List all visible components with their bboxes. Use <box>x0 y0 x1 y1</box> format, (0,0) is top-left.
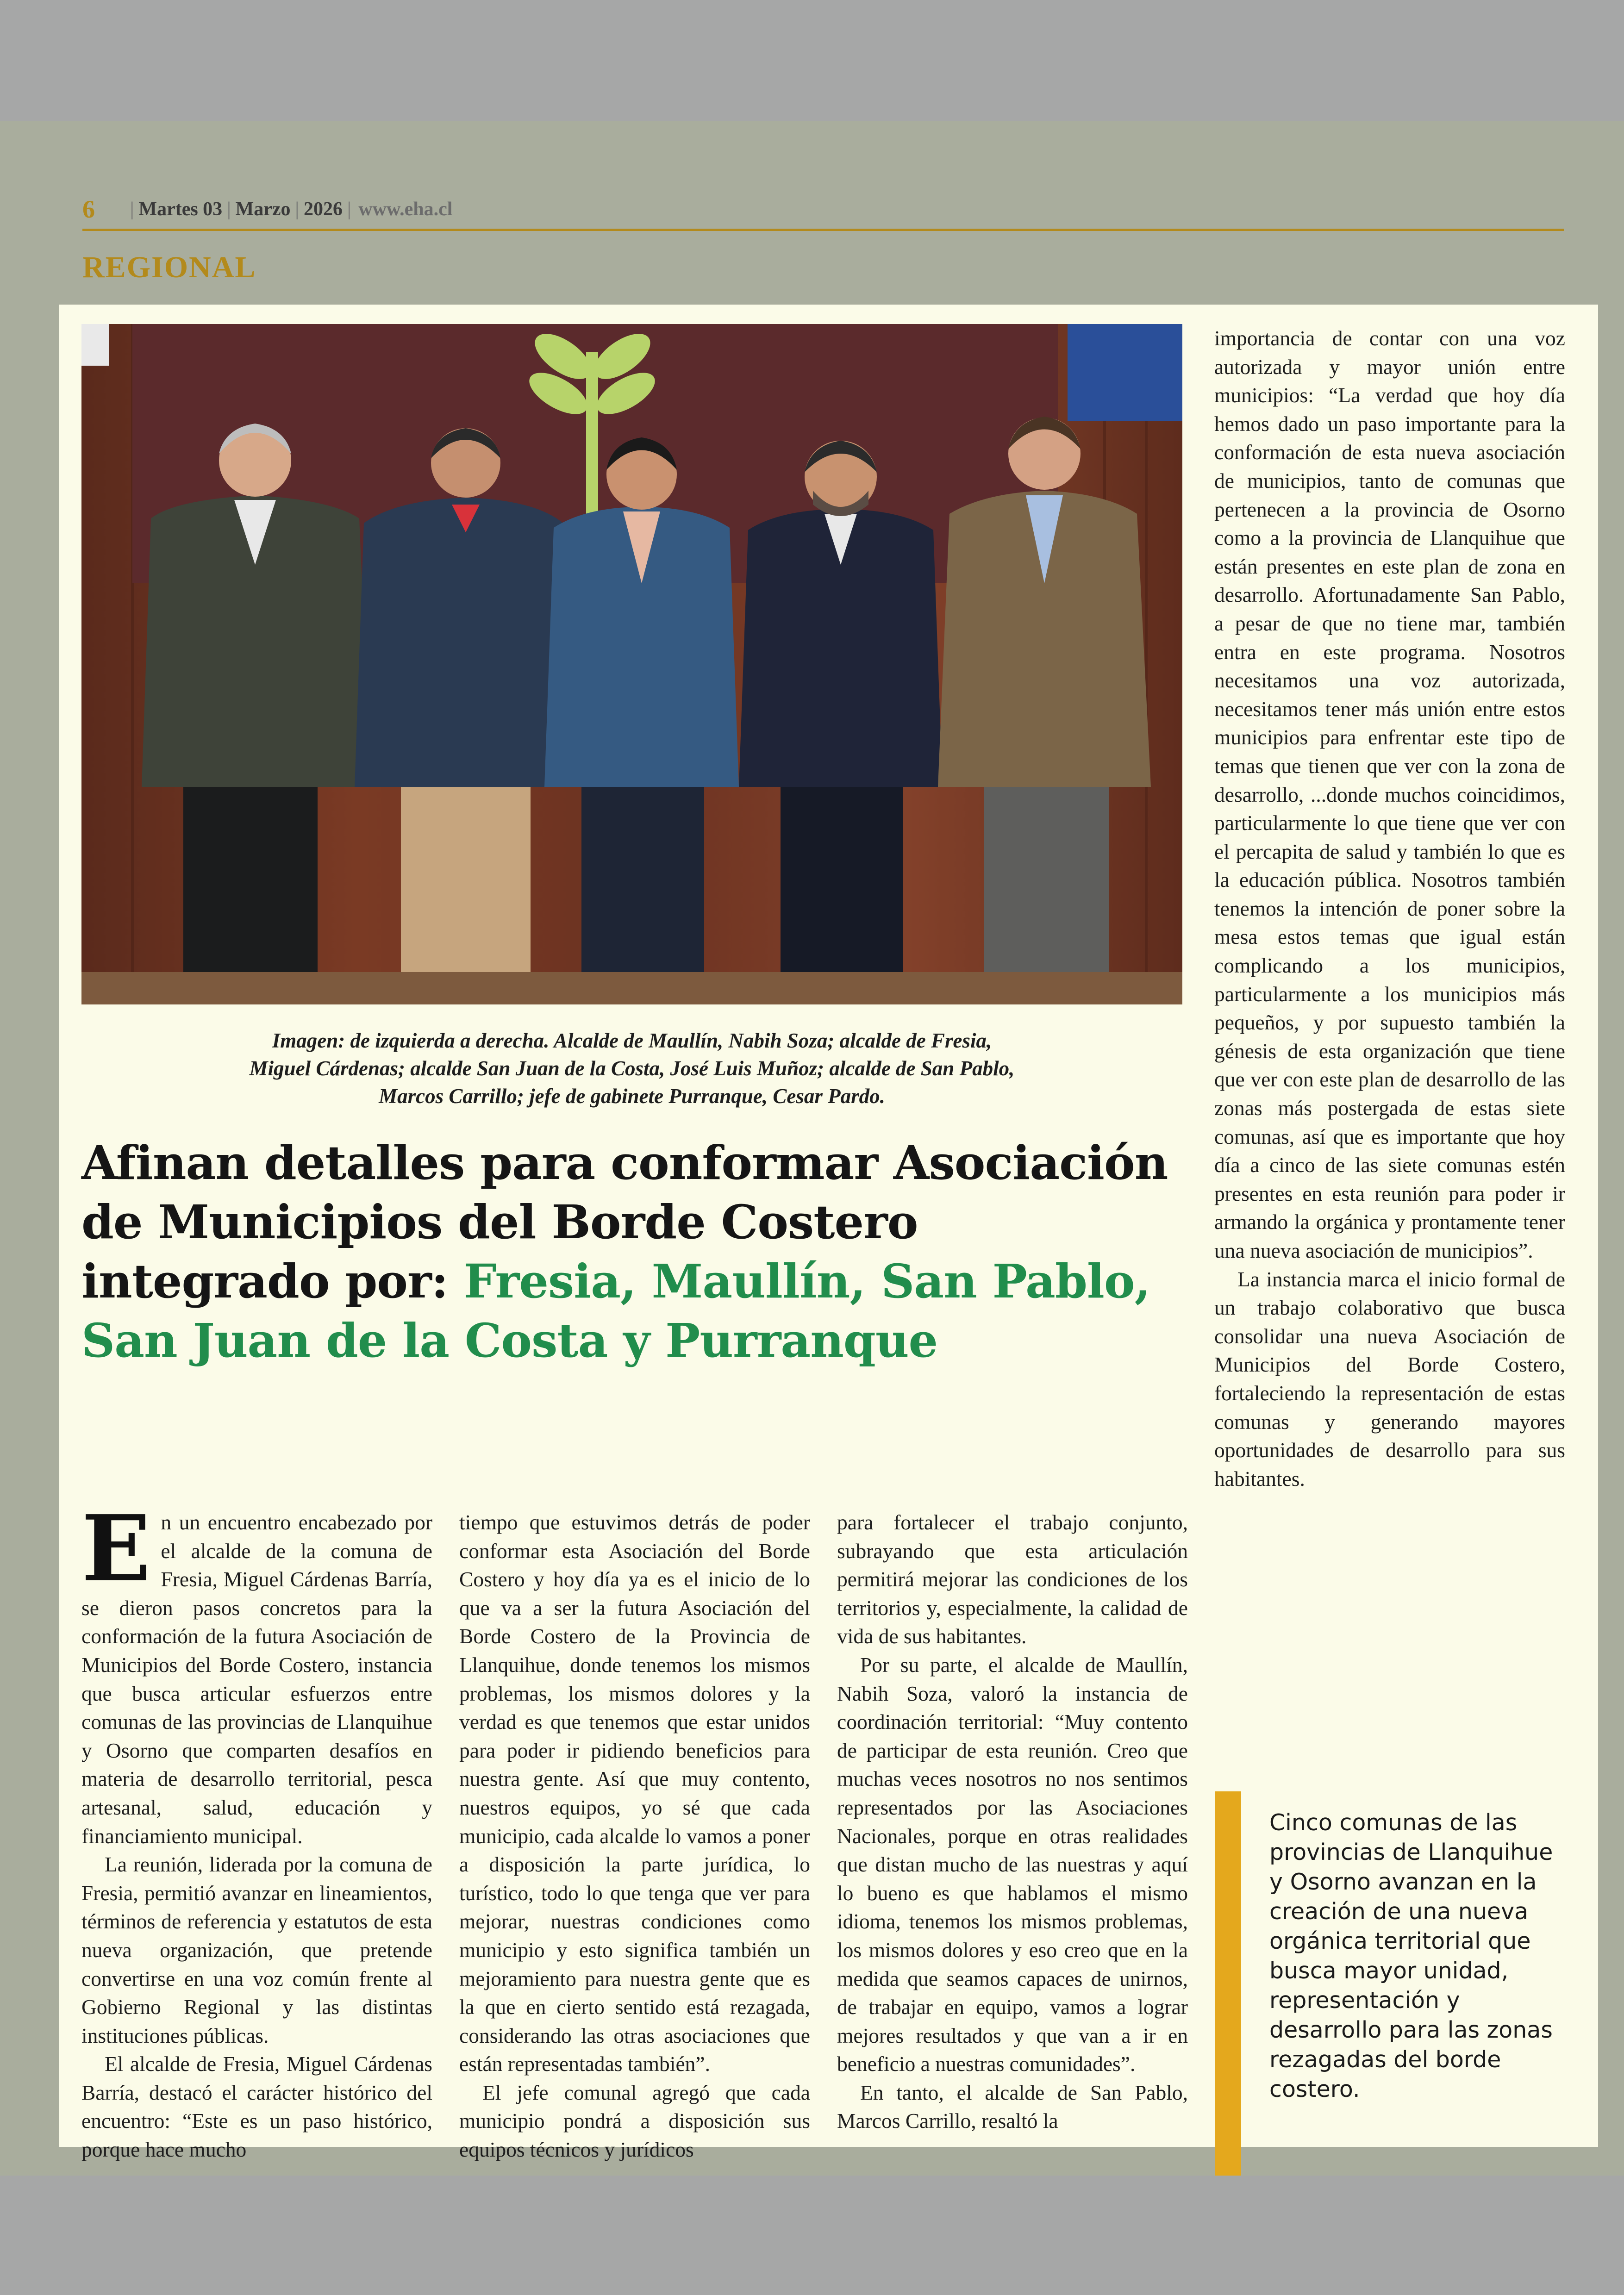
headline-line: de Municipios del Borde Costero <box>81 1195 918 1249</box>
headline-line: Afinan detalles para conformar Asociación <box>81 1135 1168 1190</box>
photo-caption <box>81 1027 1182 1110</box>
drop-cap: E <box>81 1496 151 1602</box>
bottom-margin <box>0 2176 1624 2295</box>
paragraph: El jefe comunal agregó que cada municipio pondrá a disposición sus equipos técnicos y jurídicos <box>459 2080 810 2162</box>
article-headline <box>81 1133 1193 1370</box>
header-month: Marzo <box>235 199 291 220</box>
paragraph: tiempo que estuvimos detrás de poder conformar esta Asociación del Borde Costero y hoy día ya es el inicio de lo que va a ser la futura Asociación del Borde Costero de la Provincia de Llanquihue, donde tenemos los mismos problemas, los mismos dolores y la verdad es que tenemos que estar unidos para poder ir pidiendo beneficios para nuestra gente. Así que muy contento, nuestros equipos, yo sé que cada municipio, cada alcalde lo vamos a poner a disposición la parte jurídica, lo turístico, todo lo que tenga que ver para mejorar, nuestras condiciones como municipio y esto significa también un mejoramiento para nuestra gente que es la que en cierto sentido está rezagada, considerando las otras asociaciones que están representadas también”. <box>459 1510 810 2076</box>
corner-flag <box>81 324 109 366</box>
header-website[interactable]: www.eha.cl <box>358 199 453 220</box>
body-column-2 <box>459 1508 810 2164</box>
caption-line: Miguel Cárdenas; alcalde San Juan de la Costa, José Luis Muñoz; alcalde de San Pablo, <box>249 1057 1015 1080</box>
group-photo <box>81 324 1182 1004</box>
floor <box>81 972 1182 1004</box>
paragraph: importancia de contar con una voz autorizada y mayor unión entre municipios: “La verdad que hoy día hemos dado un paso importante para la conformación de esta nueva asociación de municipios, tanto de comunas que pertenecen a la provincia de Osorno como a la provincia de Llanquihue que están presentes en este plan de zona en desarrollo. Afortunadamente San Pablo, a pesar de que no tiene mar, también entra en este programa. Nosotros necesitamos una voz autorizada, necesitamos tener más unión entre estos municipios para enfrentar este tipo de temas que tienen que ver con la zona de desarrollo, ...donde muchos coincidimos, particularmente lo que tiene que ver con el percapita de salud y también lo que es la educación pública. Nosotros también tenemos la intención de poner sobre la mesa estos temas que igual están complicando a los municipios, particularmente a los municipios más pequeños, y por supuesto también la génesis de esta organización que tiene que ver con este plan de desarrollo de las zonas más postergada de estas siete comunas, así que es importante que hoy día a cinco de las siete comunas estén presentes en esta reunión para poder ir armando la orgánica y prontamente tener una nueva asociación de municipios”. <box>1214 326 1565 1262</box>
page-header: 6 | Martes 03 | Marzo | 2026 | www.eha.cl <box>82 195 453 223</box>
headline-communes: Fresia, Maullín, San Pablo, <box>463 1254 1150 1309</box>
page-number: 6 <box>82 195 95 223</box>
body-column-1 <box>81 1496 432 2164</box>
section-title: REGIONAL <box>82 250 256 284</box>
header-rule <box>82 229 1564 231</box>
pullquote-bar <box>1215 1791 1241 2189</box>
headline-communes: San Juan de la Costa y Purranque <box>81 1313 938 1368</box>
header-year: 2026 <box>303 199 343 220</box>
paragraph: Por su parte, el alcalde de Maullín, Nabih Soza, valoró la instancia de coordinación territorial: “Muy contento de participar de esta reunión. Creo que muchas veces nosotros no nos sentimos representados por las Asociaciones Nacionales, porque en otras realidades que distan mucho de las nuestras y aquí lo bueno es que hablamos el mismo idioma, tenemos los mismos problemas, los mismos dolores y eso creo que en la medida que seamos capaces de unirnos, de trabajar en equipo, vamos a lograr mejores resultados y que van a ir en beneficio a nuestras comunidades”. <box>837 1653 1188 2076</box>
article-panel <box>59 305 1598 2162</box>
paragraph: En tanto, el alcalde de San Pablo, Marcos Carrillo, resaltó la <box>837 2080 1188 2133</box>
caption-line: Imagen: de izquierda a derecha. Alcalde de Maullín, Nabih Soza; alcalde de Fresia, <box>272 1029 992 1052</box>
header-date-day: Martes 03 <box>138 199 223 220</box>
pullquote: Cinco comunas de las provincias de Llanquihue y Osorno avanzan en la creación de una nueva orgánica territorial que busca mayor unidad, representación y desarrollo para las zonas rezagadas del borde costero. <box>1269 1809 1553 2102</box>
newspaper-page <box>0 121 1624 2176</box>
paragraph: para fortalecer el trabajo conjunto, subrayando que esta articulación permitirá mejorar las condiciones de los territorios y, especialmente, la calidad de vida de sus habitantes. <box>837 1510 1188 1648</box>
paragraph: La instancia marca el inicio formal de un trabajo colaborativo que busca consolidar una nueva Asociación de Municipios del Borde Costero, fortaleciendo la representación de estas comunas y generando mayores oportunidades de desarrollo para sus habitantes. <box>1214 1267 1565 1491</box>
top-margin <box>0 0 1624 121</box>
caption-line: Marcos Carrillo; jefe de gabinete Purranque, Cesar Pardo. <box>379 1085 885 1108</box>
headline-line <box>81 1252 1193 1311</box>
paragraph: La reunión, liderada por la comuna de Fresia, permitió avanzar en lineamientos, términos de referencia y estatutos de esta nueva organización, que pretende convertirse en una voz común frente al Gobierno Regional y las distintas instituciones públicas. <box>81 1852 432 2047</box>
paragraph: En un encuentro encabezado por el alcalde de la comuna de Fresia, Miguel Cárdenas Barría, se dieron pasos concretos para la conformación de la futura Asociación de Municipios del Borde Costero, instancia que busca articular esfuerzos entre comunas de las provincias de Llanquihue y Osorno que comparten desafíos en materia de desarrollo territorial, pesca artesanal, salud, educación y financiamiento municipal. <box>81 1496 432 1848</box>
body-column-3 <box>837 1508 1188 2135</box>
blue-flag <box>1068 324 1182 421</box>
paragraph: El alcalde de Fresia, Miguel Cárdenas Barría, destacó el carácter histórico del encuentro: “Este es un paso histórico, porque hace mucho <box>81 2052 432 2162</box>
body-column-4 <box>1214 324 1565 1493</box>
headline-prefix: integrado por: <box>81 1254 464 1309</box>
